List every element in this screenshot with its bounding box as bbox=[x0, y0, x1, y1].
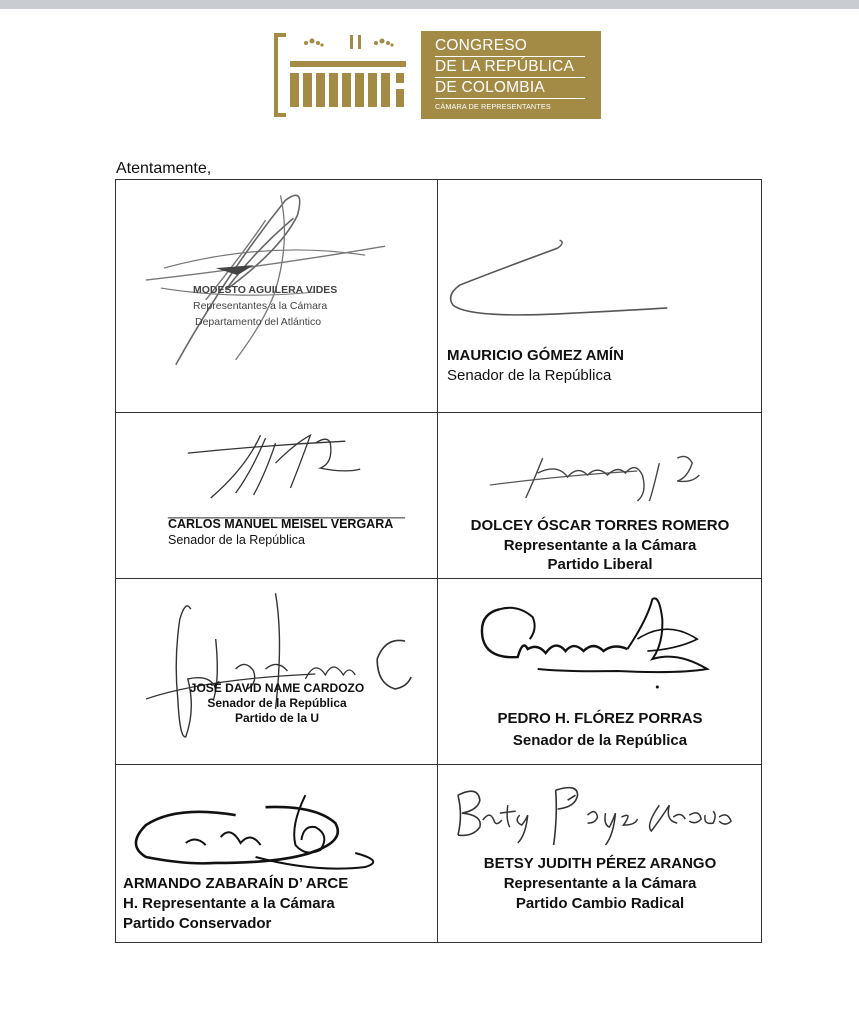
signer-party: Partido Liberal bbox=[547, 556, 653, 573]
logo-text-box bbox=[421, 31, 601, 119]
signer-name: MAURICIO GÓMEZ AMÍN bbox=[447, 347, 624, 364]
top-bar bbox=[0, 0, 859, 9]
logo-line-1: CONGRESO bbox=[435, 37, 528, 54]
signature-cell bbox=[116, 413, 438, 579]
handwritten-signature bbox=[116, 413, 437, 578]
signer-name: JOSÉ DAVID NAME CARDOZO bbox=[189, 681, 365, 695]
signer-title: H. Representante a la Cámara bbox=[123, 895, 335, 912]
signature-table bbox=[115, 179, 762, 943]
congress-logo bbox=[272, 31, 601, 119]
logo-line-3: DE COLOMBIA bbox=[435, 79, 545, 96]
signer-party: Partido Conservador bbox=[123, 915, 272, 932]
handwritten-signature bbox=[116, 579, 437, 764]
signature-cell bbox=[116, 579, 438, 765]
logo-line-2: DE LA REPÚBLICA bbox=[435, 58, 575, 75]
closing-text: Atentamente, bbox=[116, 160, 212, 177]
handwritten-signature bbox=[438, 765, 761, 942]
logo-rule bbox=[435, 56, 585, 57]
signer-title: Representante a la Cámara bbox=[503, 875, 697, 892]
capitol-building-icon bbox=[272, 31, 416, 119]
signature-cell bbox=[438, 180, 762, 413]
signer-name: MODESTO AGUILERA VIDES bbox=[193, 284, 338, 296]
signature-cell bbox=[438, 413, 762, 579]
signature-cell bbox=[116, 180, 438, 413]
signer-party: Partido de la U bbox=[234, 711, 320, 725]
signer-party: Partido Cambio Radical bbox=[515, 895, 685, 912]
signature-cell bbox=[438, 579, 762, 765]
signer-title: Representante a la Cámara bbox=[503, 537, 697, 554]
signer-name: PEDRO H. FLÓREZ PORRAS bbox=[497, 710, 703, 727]
signer-title: Representantes a la Cámara bbox=[193, 300, 328, 312]
handwritten-signature bbox=[116, 180, 437, 412]
signer-title: Senador de la República bbox=[512, 732, 688, 749]
signature-cell bbox=[438, 765, 762, 943]
signer-name: CARLOS MANUEL MEISEL VERGARA bbox=[168, 517, 394, 531]
signer-title: Senador de la República bbox=[447, 367, 612, 384]
signer-name: ARMANDO ZABARAÍN D’ ARCE bbox=[123, 875, 349, 892]
logo-rule bbox=[435, 98, 585, 99]
signer-department: Departamento del Atlántico bbox=[195, 316, 322, 328]
signer-name: DOLCEY ÓSCAR TORRES ROMERO bbox=[470, 517, 730, 534]
signer-name: BETSY JUDITH PÉREZ ARANGO bbox=[483, 855, 717, 872]
logo-rule bbox=[435, 77, 585, 78]
signer-title: Senador de la República bbox=[207, 696, 347, 710]
signature-cell bbox=[116, 765, 438, 943]
logo-line-4: CÁMARA DE REPRESENTANTES bbox=[435, 102, 551, 111]
signer-title: Senador de la República bbox=[168, 533, 305, 547]
